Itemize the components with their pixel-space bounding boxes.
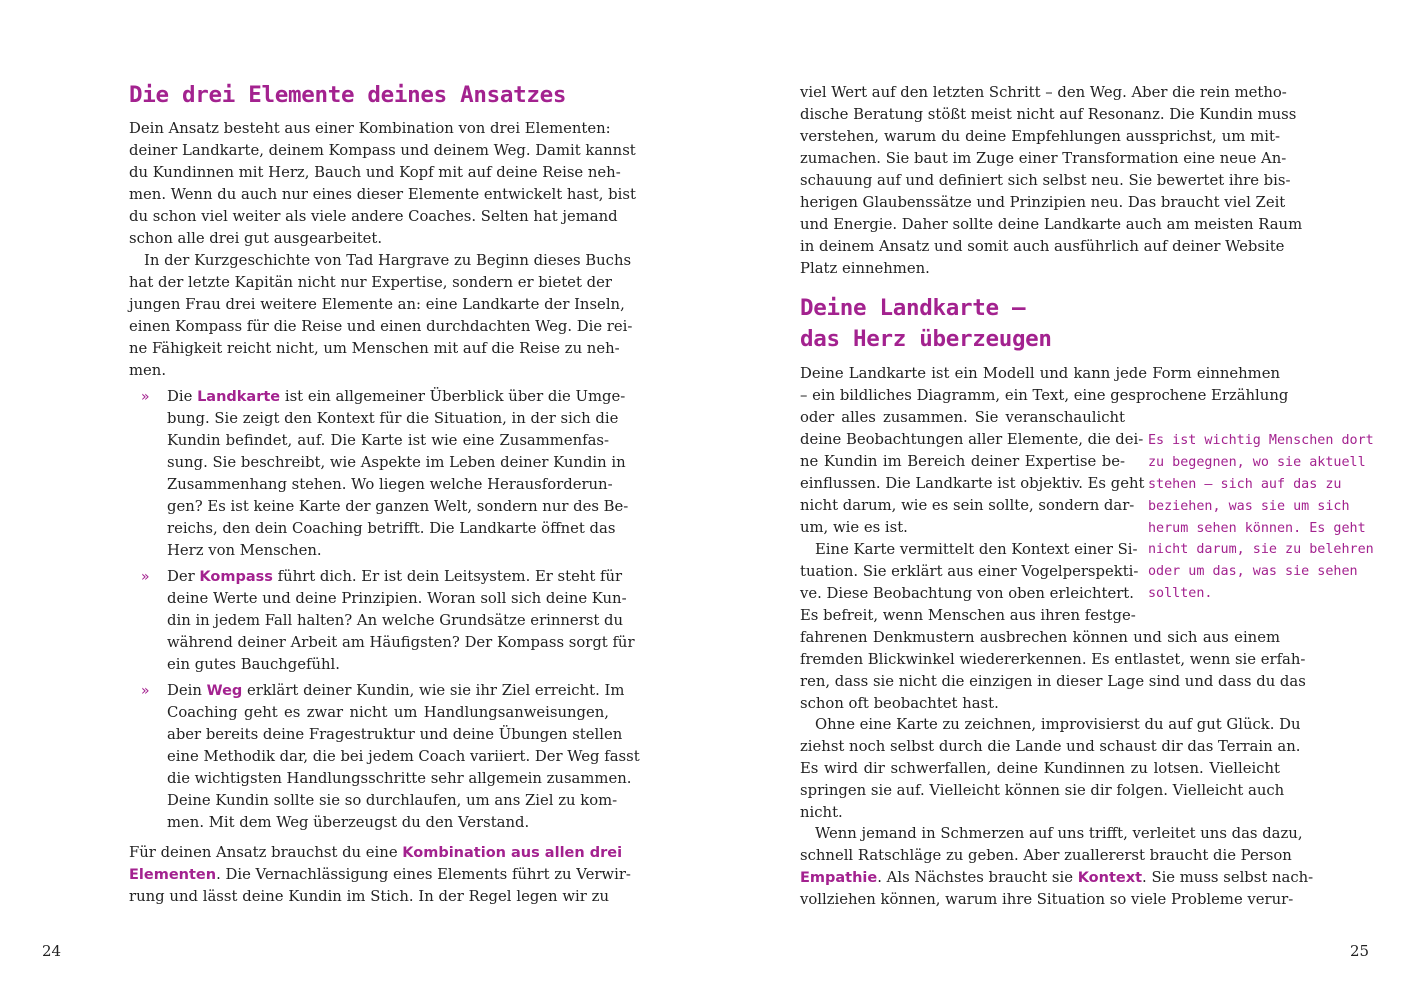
text-line: schnell Ratschläge zu geben. Aber zuallererst braucht die Person bbox=[800, 847, 1292, 864]
text-line: deine Beobachtungen aller Elemente, die dei- bbox=[800, 431, 1144, 448]
text-line: Deine Kundin sollte sie so durchlaufen, um ans Ziel zu kom- bbox=[167, 792, 618, 809]
text-line: tuation. Sie erklärt aus einer Vogelperspekti- bbox=[800, 563, 1139, 580]
text-line: ne Kundin im Bereich deiner Expertise be- bbox=[800, 453, 1125, 470]
text-line: ziehst noch selbst durch die Lande und schaust dir das Terrain an. bbox=[800, 738, 1301, 755]
text-line: ein gutes Bauchgefühl. bbox=[167, 656, 340, 673]
section-heading-line-2: das Herz überzeugen bbox=[800, 326, 1052, 352]
text-line: verstehen, warum du deine Empfehlungen aussprichst, um mit- bbox=[800, 128, 1280, 145]
text-line: hat der letzte Kapitän nicht nur Expertise, sondern er bietet der bbox=[129, 274, 612, 291]
text-line: ne Fähigkeit reicht nicht, um Menschen mit auf die Reise zu neh- bbox=[129, 340, 620, 357]
text-line: und Energie. Daher sollte deine Landkarte auch am meisten Raum bbox=[800, 216, 1303, 233]
text-line: schon oft beobachtet hast. bbox=[800, 695, 999, 712]
para-text: . Sie muss selbst nach- bbox=[1142, 869, 1314, 886]
text-line: deiner Landkarte, deinem Kompass und deinem Weg. Damit kannst bbox=[129, 142, 636, 159]
bullet-prefix: Die bbox=[167, 388, 198, 405]
term-empathie: Empathie bbox=[800, 870, 878, 886]
page-number-right: 25 bbox=[1350, 942, 1370, 960]
text-line: nicht darum, wie es sein sollte, sondern dar- bbox=[800, 497, 1135, 514]
text-line: men. Mit dem Weg überzeugst du den Verstand. bbox=[167, 814, 530, 831]
text-line: Herz von Menschen. bbox=[167, 542, 322, 559]
text-line: fahrenen Denkmustern ausbrechen können und sich aus einem bbox=[800, 629, 1280, 646]
bullet-marker: » bbox=[141, 389, 150, 405]
text-line: Coaching geht es zwar nicht um Handlungsanweisungen, bbox=[167, 704, 609, 721]
bullet-marker: » bbox=[141, 569, 150, 585]
pull-quote-line: herum sehen können. Es geht bbox=[1148, 520, 1366, 536]
closing-text: . Die Vernachlässigung eines Elements führt zu Verwir- bbox=[216, 866, 631, 883]
text-line: In der Kurzgeschichte von Tad Hargrave zu Beginn dieses Buchs bbox=[144, 252, 632, 269]
text-line bbox=[129, 864, 631, 886]
pull-quote bbox=[1148, 430, 1384, 605]
left-page bbox=[0, 0, 704, 1000]
text-line: rung und lässt deine Kundin im Stich. In der Regel legen wir zu bbox=[129, 888, 609, 905]
text-line: men. bbox=[129, 362, 167, 379]
pull-quote-line: sollten. bbox=[1148, 586, 1213, 602]
text-line: herigen Glaubenssätze und Prinzipien neu. Das braucht viel Zeit bbox=[800, 194, 1286, 211]
text-line: eine Methodik dar, die bei jedem Coach variiert. Der Weg fasst bbox=[167, 748, 640, 765]
bullet-first-rest: führt dich. Er ist dein Leitsystem. Er steht für bbox=[272, 568, 623, 585]
text-line: – ein bildliches Diagramm, ein Text, eine gesprochene Erzählung bbox=[800, 387, 1289, 404]
section-heading: Deine Landkarte – bbox=[800, 295, 1026, 321]
section-heading: Die drei Elemente deines Ansatzes bbox=[129, 82, 567, 108]
para-text: . Als Nächstes braucht sie bbox=[877, 869, 1078, 886]
pull-quote-line: zu begegnen, wo sie aktuell bbox=[1148, 454, 1366, 470]
text-line: ve. Diese Beobachtung von oben erleichtert. bbox=[800, 585, 1134, 602]
text-line: vollziehen können, warum ihre Situation so viele Probleme verur- bbox=[800, 891, 1294, 908]
text-line: die wichtigsten Handlungsschritte sehr allgemein zusammen. bbox=[167, 770, 632, 787]
text-line: din in jedem Fall halten? An welche Grundsätze erinnerst du bbox=[167, 612, 624, 629]
text-line: viel Wert auf den letzten Schritt – den Weg. Aber die rein metho- bbox=[800, 84, 1287, 101]
closing-text: Für deinen Ansatz brauchst du eine bbox=[129, 844, 403, 861]
bullet-first-rest: erklärt deiner Kundin, wie sie ihr Ziel erreicht. Im bbox=[242, 682, 625, 699]
bullet-prefix: Der bbox=[167, 568, 200, 585]
bullet-prefix: Dein bbox=[167, 682, 207, 699]
text-line: einen Kompass für die Reise und einen durchdachten Weg. Die rei- bbox=[129, 318, 633, 335]
text-line: gen? Es ist keine Karte der ganzen Welt, sondern nur des Be- bbox=[167, 498, 629, 515]
text-line: einflussen. Die Landkarte ist objektiv. Es geht bbox=[800, 475, 1145, 492]
text-line: men. Wenn du auch nur eines dieser Elemente entwickelt hast, bist bbox=[129, 186, 636, 203]
text-line: Zusammenhang stehen. Wo liegen welche Herausforderun- bbox=[167, 476, 613, 493]
text-line: reichs, den dein Coaching betrifft. Die Landkarte öffnet das bbox=[167, 520, 616, 537]
pull-quote-line: beziehen, was sie um sich bbox=[1148, 498, 1350, 514]
pull-quote-line: Es ist wichtig Menschen dort bbox=[1148, 433, 1374, 448]
text-line: sung. Sie beschreibt, wie Aspekte im Leben deiner Kundin in bbox=[167, 454, 626, 471]
text-line: in deinem Ansatz und somit auch ausführlich auf deiner Website bbox=[800, 238, 1285, 255]
text-line: aber bereits deine Fragestruktur und deine Übungen stellen bbox=[167, 726, 623, 743]
text-line: oder alles zusammen. Sie veranschaulicht bbox=[800, 409, 1125, 426]
term-kontext: Kontext bbox=[1077, 870, 1143, 886]
text-line: Kundin befindet, auf. Die Karte ist wie eine Zusammenfas- bbox=[167, 432, 609, 449]
text-line: bung. Sie zeigt den Kontext für die Situation, in der sich die bbox=[167, 410, 619, 427]
text-line: um, wie es ist. bbox=[800, 519, 908, 536]
bullet-marker: » bbox=[141, 683, 150, 699]
term-weg: Weg bbox=[206, 683, 243, 699]
term-kompass: Kompass bbox=[199, 569, 273, 585]
text-line: springen sie auf. Vielleicht können sie dir folgen. Vielleicht auch bbox=[800, 782, 1285, 799]
text-line bbox=[129, 842, 623, 864]
text-line bbox=[167, 566, 623, 588]
text-line: Ohne eine Karte zu zeichnen, improvisierst du auf gut Glück. Du bbox=[815, 716, 1301, 733]
text-line: Es befreit, wenn Menschen aus ihren festge- bbox=[800, 607, 1136, 624]
text-line bbox=[800, 867, 1314, 889]
text-line: Platz einnehmen. bbox=[800, 260, 930, 277]
right-page bbox=[705, 0, 1409, 1000]
term-elementen: Elementen bbox=[129, 867, 217, 883]
text-line: Deine Landkarte ist ein Modell und kann jede Form einnehmen bbox=[800, 365, 1280, 382]
pull-quote-line: stehen – sich auf das zu bbox=[1148, 476, 1342, 492]
text-line bbox=[167, 386, 626, 408]
term-kombination: Kombination aus allen drei bbox=[402, 845, 623, 861]
text-line: Dein Ansatz besteht aus einer Kombination von drei Elementen: bbox=[129, 120, 611, 137]
text-line: zumachen. Sie baut im Zuge einer Transformation eine neue An- bbox=[800, 150, 1287, 167]
text-line: deine Werte und deine Prinzipien. Woran soll sich deine Kun- bbox=[167, 590, 627, 607]
text-line: nicht. bbox=[800, 804, 843, 821]
pull-quote-line: oder um das, was sie sehen bbox=[1148, 564, 1358, 580]
pull-quote-line: nicht darum, sie zu belehren bbox=[1148, 542, 1374, 558]
text-line: Eine Karte vermittelt den Kontext einer Si- bbox=[815, 541, 1138, 558]
term-landkarte: Landkarte bbox=[197, 389, 281, 405]
text-line: du schon viel weiter als viele andere Coaches. Selten hat jemand bbox=[129, 208, 618, 225]
text-line: schon alle drei gut ausgearbeitet. bbox=[129, 230, 383, 247]
text-line: fremden Blickwinkel wiedererkennen. Es entlastet, wenn sie erfah- bbox=[800, 651, 1306, 668]
page-number-left: 24 bbox=[42, 942, 62, 960]
bullet-first-rest: ist ein allgemeiner Überblick über die Umge- bbox=[280, 388, 626, 405]
text-line: ren, dass sie nicht die einzigen in dieser Lage sind und dass du das bbox=[800, 673, 1306, 690]
text-line: Es wird dir schwerfallen, deine Kundinnen zu lotsen. Vielleicht bbox=[800, 760, 1280, 777]
text-line: du Kundinnen mit Herz, Bauch und Kopf mit auf deine Reise neh- bbox=[129, 164, 621, 181]
text-line: jungen Frau drei weitere Elemente an: eine Landkarte der Inseln, bbox=[129, 296, 625, 313]
text-line: während deiner Arbeit am Häufigsten? Der Kompass sorgt für bbox=[167, 634, 635, 651]
text-line bbox=[167, 680, 625, 702]
text-line: schauung auf und definiert sich selbst neu. Sie bewertet ihre bis- bbox=[800, 172, 1291, 189]
text-line: Wenn jemand in Schmerzen auf uns trifft, verleitet uns das dazu, bbox=[815, 825, 1303, 842]
text-line: dische Beratung stößt meist nicht auf Resonanz. Die Kundin muss bbox=[800, 106, 1297, 123]
